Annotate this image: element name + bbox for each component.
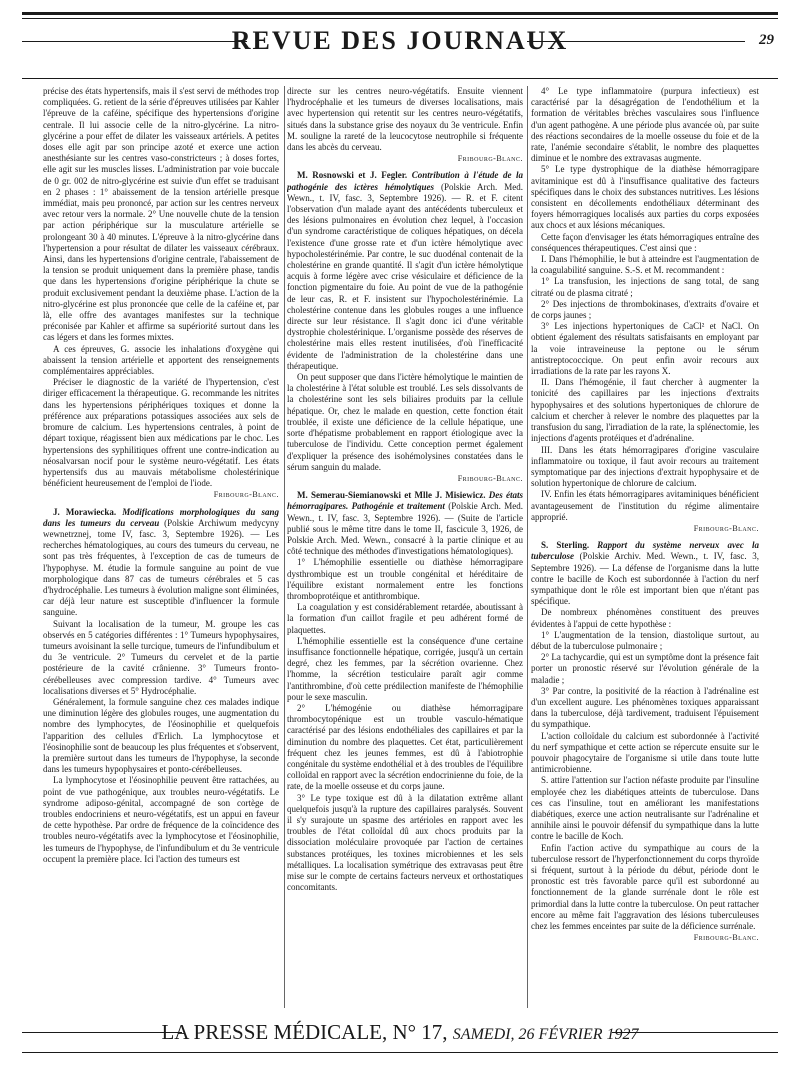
paragraph: 2° Des injections de thrombokinases, d'extraits d'ovaire et de corps jaunes ; — [531, 298, 759, 321]
paragraph: A ces épreuves, G. associe les inhalations d'oxygène qui abaissent la tension artérielle et apportent des renseignements complémentaires appréciables. — [43, 343, 279, 377]
article-title: Rapport du système nerveux avec la tuberculose — [531, 540, 759, 562]
paragraph: Préciser le diagnostic de la variété de l'hypertension, c'est diriger efficacement la thérapeutique. G. recommande les nitrites dans les hypertensions périphériques toxiques et donne la préférence aux préparations potassiques associées aux sels de bromure de calcium. Les hypertensions centrales, à point de départ toxique, réagissent bien aux médications par le choc. Les hypertensions des syphilitiques offrent une contre-indication au néosalvarsan nocif pour le système neuro-végétatif. Les états hypertensifs dus au mauvais métabolisme cholestérinique bénéficient heureusement de l'emploi de l'iode. — [43, 377, 279, 489]
paragraph: II. Dans l'hémogénie, il faut chercher à augmenter la tonicité des capillaires par les injections d'extraits hypophysaires et des solutions hypertoniques de chlorure de calcium et chercher à relever le nombre des plaquettes par la transfusion du sang, l'irradiation de la rate, la splénectomie, les injections d'agents protéiques et d'adrénaline. — [531, 377, 759, 444]
paragraph: 2° La tachycardie, qui est un symptôme dont la présence fait porter un pronostic réservé sur l'évolution générale de la maladie ; — [531, 652, 759, 685]
paragraph: La lymphocytose et l'éosinophilie peuvent être rattachées, au point de vue pathogénique, aux troubles neuro-végétatifs. Le syndrome adiposo-génital, accompagné de son cortège de troubles endocriniens et neuro-végétatifs, est un appui en faveur de cette hypothèse. Par ordre de fréquence de la coïncidence des troubles neuro-végétatifs avec la lymphocytose et l'éosinophilie, les tumeurs de l'hypophyse, de l'infundibulum et du 3e ventricule occupent la première place. Ici l'action des tumeurs est — [43, 775, 279, 864]
article-body: (Polskie Arch. Med. Wewn., t. IV, fasc. 3, Septembre 1926). — (Suite de l'article publié sous le même titre dans le tome II, fascicule 3, 1926, de Polskie Arch. Med. Wewn., consacré à la partie clinique et au côté technique des méthodes d'investigations hématologiques). — [287, 501, 523, 557]
article-author: J. Morawiecka. — [53, 506, 117, 517]
paragraph: L'hémophilie essentielle est la conséquence d'une certaine insuffisance fonctionnelle hépatique, corrigée, jusqu'à un certain degré, chez les femmes, par la sécrétion ovarienne. Chez l'homme, la sécrétion testiculaire paraît agir comme l'antithrombine, d'où cette prédilection manifeste de l'hémophilie pour le sexe masculin. — [287, 635, 523, 702]
author-signature: Fribourg-Blanc. — [693, 523, 759, 533]
paragraph: 1° L'hémophilie essentielle ou diathèse hémorragipare dysthrombique est un trouble congénital et héréditaire de l'équilibre existant normalement entre les fonctions thromboprotéique et antithrombique. — [287, 557, 523, 601]
paragraph: 1° La transfusion, les injections de sang total, de sang citraté ou de plasma citraté ; — [531, 276, 759, 298]
article-columns — [43, 86, 759, 1011]
author-signature: Fribourg-Blanc. — [457, 473, 523, 483]
article-body: (Polskie Archiv. Med. Wewn., t. IV, fasc. 3, Septembre 1926). — La défense de l'organisme dans la lutte contre le bacille de Koch est subordonnée à l'action du nerf sympathique dont le rôle est important bien que n'étant pas spécifique. — [531, 551, 759, 607]
article-heading — [43, 507, 279, 619]
article-author: S. Sterling. — [541, 540, 590, 551]
paragraph: directe sur les centres neuro-végétatifs. Ensuite viennent l'hydrocéphalie et les tumeurs de diverses localisations, mais avec hypertension qui retentit sur les centres neuro-végétatifs, situés dans la substance grise des noyaux du 3e ventricule. Enfin M. souligne la rareté de la leucocytose neutrophile si fréquente dans les abcès du cerveau. — [287, 86, 523, 153]
column-1 — [43, 86, 279, 1011]
author-signature: Fribourg-Blanc. — [693, 933, 759, 943]
footer-date: SAMEDI, 26 FÉVRIER 1927 — [452, 1026, 639, 1043]
article-title: Des états hémorragipares. Pathogénie et traitement — [287, 490, 523, 512]
paragraph: Suivant la localisation de la tumeur, M. groupe les cas observés en 5 catégories différentes : 1° Tumeurs hypophysaires, tumeurs avoisinant la selle turcique, tumeurs de l'infundibulum et du 3e ventricule. 2° Tumeurs du cervelet et de la partie postérieure de la cavité crânienne. 3° Tumeurs fronto-cérébelleuses avec compression tardive. 4° Tumeurs avec localisations diverses et 5° Hydrocéphalie. — [43, 618, 279, 696]
article-author: M. Rosnowski et J. Fegler. — [297, 170, 408, 181]
paragraph: De nombreux phénomènes constituent des preuves évidentes à l'appui de cette hypothèse : — [531, 607, 759, 629]
top-rule-thin — [22, 18, 778, 19]
paragraph: Cette façon d'envisager les états hémorragiques entraîne des conséquences thérapeutiques. C'est ainsi que : — [531, 231, 759, 253]
page-footer — [22, 1018, 778, 1048]
article-heading — [531, 540, 759, 607]
page-header — [22, 22, 778, 62]
column-2 — [287, 86, 523, 1011]
paragraph: L'action colloïdale du calcium est subordonnée à l'activité du nerf sympathique et cette action se répercute ensuite sur le pouvoir phagocytaire de l'organisme si utile dans toute lutte antimicrobienne. — [531, 730, 759, 775]
paragraph: 4° Le type inflammatoire (purpura infectieux) est caractérisé par la désagrégation de l'endothélium et la formation de véritables brèches vasculaires sous l'influence d'un agent pathogène. A une période plus avancée où, par suite des réactions secondaires de la moelle osseuse du foie et de la rate, l'anémie secondaire s'établit, le nombre des plaquettes diminue et le nombre des extravasas augmente. — [531, 86, 759, 164]
paragraph: S. attire l'attention sur l'action néfaste produite par l'insuline employée chez les diabétiques atteints de tuberculose. Dans ces cas l'insuline, tout en améliorant les manifestations diabétiques, exerce une action neutralisante sur l'adrénaline et annihile ainsi le pouvoir défensif du sympathique dans la lutte contre le bacille de Koch. — [531, 775, 759, 842]
article-body: (Polskie Archiwum medycyny wewnetrznej, tome IV, fasc. 3, Septembre 1926). — Les recherches hématologiques, au cours des tumeurs du cerveau, ne sont pas très fréquentes, à l'exception de cas de tumeurs de l'hypophyse. M. étudie la formule sanguine au point de vue morphologique dans 87 cas de tumeurs cérébrales et 5 cas d'hydrocéphalie. Les tumeurs à évolution maligne sont éliminées, car déjà leur nature est susceptible d'influencer la formule sanguine. — [43, 517, 279, 618]
paragraph: I. Dans l'hémophilie, le but à atteindre est l'augmentation de la coagulabilité sanguine. S.-S. et M. recommandent : — [531, 254, 759, 276]
paragraph: 3° Les injections hypertoniques de CaCl² et NaCl. On obtient également des résultats satisfaisants en employant par la voie intraveineuse la peptone ou le sérum antistreptococcique. On peut enfin avoir recours aux irradiations de la rate par les rayons X. — [531, 321, 759, 377]
paragraph: précise des états hypertensifs, mais il s'est servi de méthodes trop compliquées. G. retient de la série d'épreuves utilisées par Kahler l'épreuve de la caféine, spécifique des hypertensions d'origine centrale. Il lui associe celle de la nitro-glycérine. La nitro-glycérine a pour effet de dilater les vaisseaux artériels. A petites doses elle agit par son principe azoté et exerce une action anesthésiante sur les centres vaso-constricteurs ; à doses fortes, elle agit sur les muscles lisses. L'administration par voie buccale de 0 gr. 002 de nitro-glycérine est suivie d'un effet se traduisant en 2 phases : 1° abaissement de la tension artérielle presque immédiat, mais peu prononcé, par action sur les centres nerveux avec retour vers la normale. 2° Une nouvelle chute de la tension par action périphérique sur la musculature artérielle se prolongeant 30 à 40 minutes. L'épreuve à la nitro-glycérine dans l'hypertension a pour résultat de dilater les vaisseaux cérébraux. Ainsi, dans les hypertensions d'origine centrale, l'abaissement de la tension se produit uniquement dans la première phase, tandis que dans les hypertensions d'origine périphérique la chute se produit exclusivement pendant la deuxième phase. L'action de la nitro-glycérine est plus prononcée que celle de la caféine et, par là, elle offre des avantages manifestes sur la technique préconisée par Kahler et affirme sa supériorité surtout dans les cas légers et dans les formes mixtes. — [43, 86, 279, 343]
bottom-rule — [22, 1052, 778, 1053]
header-underline — [22, 78, 778, 79]
paragraph: La coagulation y est considérablement retardée, aboutissant à la formation d'un caillot fragile et peu adhérent formé de plaquettes. — [287, 602, 523, 635]
journal-section-title: REVUE DES JOURNAUX — [231, 26, 569, 55]
article-heading — [287, 170, 523, 372]
page-number: 29 — [759, 32, 774, 48]
article-heading — [287, 490, 523, 557]
article-title: Modifications morphologiques du sang dans les tumeurs du cerveau — [43, 506, 279, 528]
paragraph: 2° L'hémogénie ou diathèse hémorragipare thrombocytopénique est un trouble vasculo-hématique caractérisé par des lésions endothéliales des capillaires et par la diminution du nombre des plaquettes. Cet état, particulièrement fréquent chez les jeunes femmes, est dû à l'abiotrophie congénitale du système endothélial et à des troubles de l'équilibre colloïdal en rapport avec la sécrétion endocrinienne du foie, de la rate, de la moelle osseuse et du corps jaune. — [287, 702, 523, 792]
header-line-right — [527, 41, 745, 42]
article-body: (Polskie Arch. Med. Wewn., t. IV, fasc. 3, Septembre 1926). — R. et F. citent l'observation d'un malade ayant des antécédents tuberculeux et des lésions pulmonaires en évolution chez lequel, à l'occasion d'un syndrome caractéristique de coliques hépatiques, on décela l'existence d'une grosse rate et d'un ictère hémolytique avec hypocholestérinémie. Par contre, le suc duodénal contenait de la cholestérine en grande quantité. Il s'agit d'un ictère hémolytique acquis à forme légère avec crise vésiculaire et déficience de la fonction pigmentaire du foie. Au point de vue de la pathogénie de leur cas, R. et F. insistent sur l'hypocholestérinémie. La cholestérine contenue dans les globules rouges a une influence directe sur leur résistance. Il s'agit donc ici d'une véritable dystrophie cholestérinique. L'organisme possède des réserves de cholestérine mais elles restent inutilisées, d'où l'inefficacité évidente de l'administration de la cholestérine dans une thérapeutique. — [287, 181, 523, 371]
paragraph: 1° L'augmentation de la tension, diastolique surtout, au début de la tuberculose pulmonaire ; — [531, 629, 759, 651]
paragraph: 5° Le type dystrophique de la diathèse hémorragipare avitaminique est dû à l'insuffisance qualitative des facteurs spécifiques dans le choix des substances nutritives. Les lésions consistent en décollements endothéliaux déterminant des foyers hémorragiques localisés aux parties du corps exposées aux chocs et aux lésions mécaniques. — [531, 164, 759, 231]
article-author: M. Semerau-Siemianowski et Mlle J. Misiewicz. — [297, 490, 486, 501]
paragraph: III. Dans les états hémorragipares d'origine vasculaire inflammatoire ou toxique, il faut avoir recours au traitement symptomatique par des injections d'extrait hypophysaire et de solution hypertonique de chlorure de calcium. — [531, 444, 759, 489]
footer-journal-name: LA PRESSE MÉDICALE, N° 17, — [161, 1020, 448, 1044]
column-3 — [531, 86, 759, 1011]
paragraph: On peut supposer que dans l'ictère hémolytique le maintien de la cholestérine à l'état soluble est troublé. Les sels dissolvants de la cholestérine sont les sels biliaires produits par la cellule hépatique. Or, chez le malade en question, cette fonction était troublée, il existe une déficience de la cellule hépatique, une sorte d'hépatisme probablement en rapport étiologique avec la tuberculose de l'individu. Cette conception permet également d'expliquer la présence des isohémolysines constatées dans le sérum sanguin du malade. — [287, 372, 523, 472]
author-signature: Fribourg-Blanc. — [457, 154, 523, 164]
paragraph: Généralement, la formule sanguine chez ces malades indique une diminution légère des globules rouges, une augmentation du nombre des lymphocytes, de l'éosinophilie et quelquefois l'apparition des cellules d'Erlich. La lymphocytose et l'éosinophilie sont de beaucoup les plus fréquentes et s'observent, la première surtout dans les tumeurs de l'hypophyse, la seconde dans les tumeurs hypophysaires et ponto-cérébelleuses. — [43, 696, 279, 775]
author-signature: Fribourg-Blanc. — [213, 490, 279, 500]
footer-journal — [22, 1018, 778, 1049]
paragraph: 3° Le type toxique est dû à la dilatation extrême allant quelquefois jusqu'à la rupture des capillaires paralysés. Souvent il s'y surajoute un spasme des artérioles en rapport avec les troubles de l'état colloïdal dû aux chocs produits par la dissociation moléculaire provoquée par l'action de certaines substances protéiques, les toxines microbiennes et les sels métalliques. La localisation symétrique des extravasas peut être mise sur le compte de certains facteurs nerveux et orthostatiques concomitants. — [287, 792, 523, 893]
paragraph: 3° Par contre, la positivité de la réaction à l'adrénaline est d'un excellent augure. Les phénomènes toxiques apparaissant dans la tuberculose, déjà tardivement, traduisent l'épuisement du sympathique. — [531, 685, 759, 730]
paragraph: Enfin l'action active du sympathique au cours de la tuberculose ressort de l'hyperfonctionnement du corps thyroïde si fréquent, surtout à la période du début, période dont le pronostic est très favorable parce qu'il est subordonné au fonctionnement de la glande surrénale dont le rôle est primordial dans la lutte contre la tuberculose. On peut rattacher encore au même fait l'aggravation des lésions tuberculeuses chez les femmes enceintes par suite de la déficience surrénale. — [531, 842, 759, 932]
top-rule — [22, 12, 778, 15]
footer-line-right — [612, 1032, 778, 1033]
article-title: Contribution à l'étude de la pathogénie des ictères hémolytiques — [287, 170, 523, 192]
paragraph: IV. Enfin les états hémorragipares avitaminiques bénéficient avantageusement de l'institution du régime alimentaire approprié. — [531, 489, 759, 522]
